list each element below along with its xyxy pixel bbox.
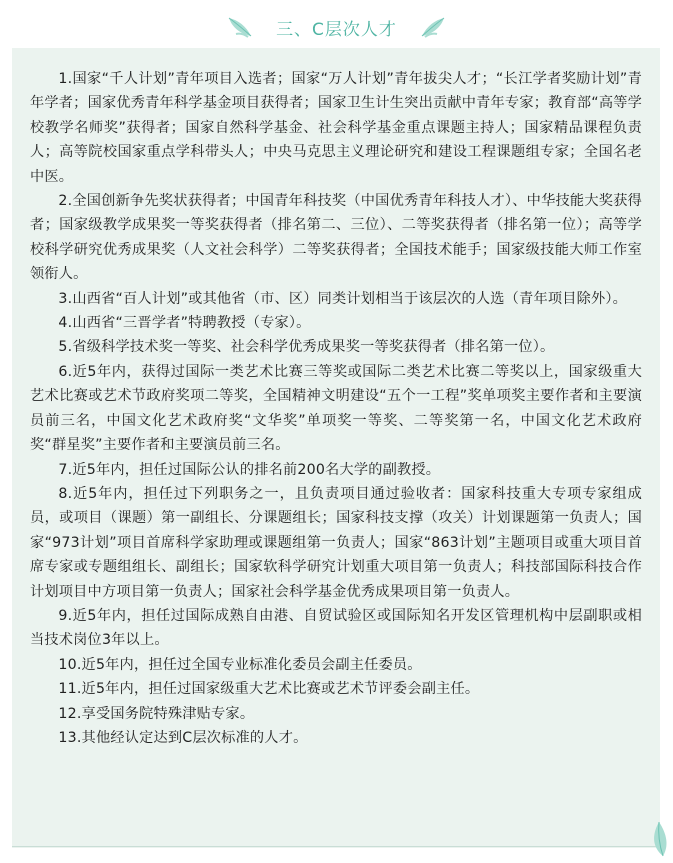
list-item: 13.其他经认定达到C层次标准的人才。 <box>58 729 308 746</box>
list-item: 5.省级科学技术奖一等奖、社会科学优秀成果奖一等奖获得者（排名第一位）。 <box>58 339 555 356</box>
list-item: 7.近5年内，担任过国际公认的排名前200名大学的副教授。 <box>58 461 441 478</box>
list-item: 3.山西省“百人计划”或其他省（市、区）同类计划相当于该层次的人选（青年项目除外）。 <box>58 290 628 307</box>
content-panel <box>12 48 660 848</box>
list-item: 2.全国创新争先奖状获得者；中国青年科技奖（中国优秀青年科技人才）、中华技能大奖获得者；国家级教学成果奖一等奖获得者（排名第二、三位）、二等奖获得者（排名第一位）；高等学校科学研究优秀成果奖（人文社会科学）二等奖获得者；全国技术能手；国家级技能大师工作室领衔人。 <box>30 193 642 283</box>
list-item: 1.国家“千人计划”青年项目入选者；国家“万人计划”青年拔尖人才；“长江学者奖励计划”青年学者；国家优秀青年科学基金项目获得者；国家卫生计生突出贡献中青年专家；教育部“高等学校教学名师奖”获得者；国家自然科学基金、社会科学基金重点课题主持人；国家精品课程负责人；高等院校国家重点学科带头人；中央马克思主义理论研究和建设工程课题组专家；全国名老中医。 <box>30 71 642 185</box>
list-item: 6.近5年内，获得过国际一类艺术比赛三等奖或国际二类艺术比赛二等奖以上，国家级重大艺术比赛或艺术节政府奖项二等奖，全国精神文明建设“五个一工程”奖单项奖主要作者和主要演员前三名，中国文化艺术政府奖“文华奖”单项奖一等奖、二等奖第一名，中国文化艺术政府奖“群星奖”主要作者和主要演员前三名。 <box>30 363 642 454</box>
bottom-divider <box>12 846 660 847</box>
section-header <box>0 0 673 52</box>
leaf-left-icon <box>226 12 254 40</box>
list-item: 11.近5年内，担任过国家级重大艺术比赛或艺术节评委会副主任。 <box>58 681 480 698</box>
list-item: 12.享受国务院特殊津贴专家。 <box>58 705 255 722</box>
section-title: 三、C层次人才 <box>276 19 397 40</box>
list-item: 8.近5年内，担任过下列职务之一，且负责项目通过验收者：国家科技重大专项专家组成员，或项目（课题）第一副组长、分课题组长；国家科技支撑（攻关）计划课题第一负责人；国家“973计划”项目首席科学家助理或课题组第一负责人；国家“863计划”主题项目或重大项目首席专家或专题组组长、副组长；国家软科学研究计划重大项目第一负责人；科技部国际科技合作计划项目中方项目第一负责人；国家社会科学基金优秀成果项目第一负责人。 <box>30 485 642 600</box>
list-item: 4.山西省“三晋学者”特聘教授（专家）。 <box>58 315 311 332</box>
leaf-right-icon <box>419 12 447 40</box>
corner-leaf-icon <box>643 818 673 858</box>
list-item: 9.近5年内，担任过国际成熟自由港、自贸试验区或国际知名开发区管理机构中层副职或相当技术岗位3年以上。 <box>30 607 642 649</box>
list-item: 10.近5年内，担任过全国专业标准化委员会副主任委员。 <box>58 656 422 673</box>
